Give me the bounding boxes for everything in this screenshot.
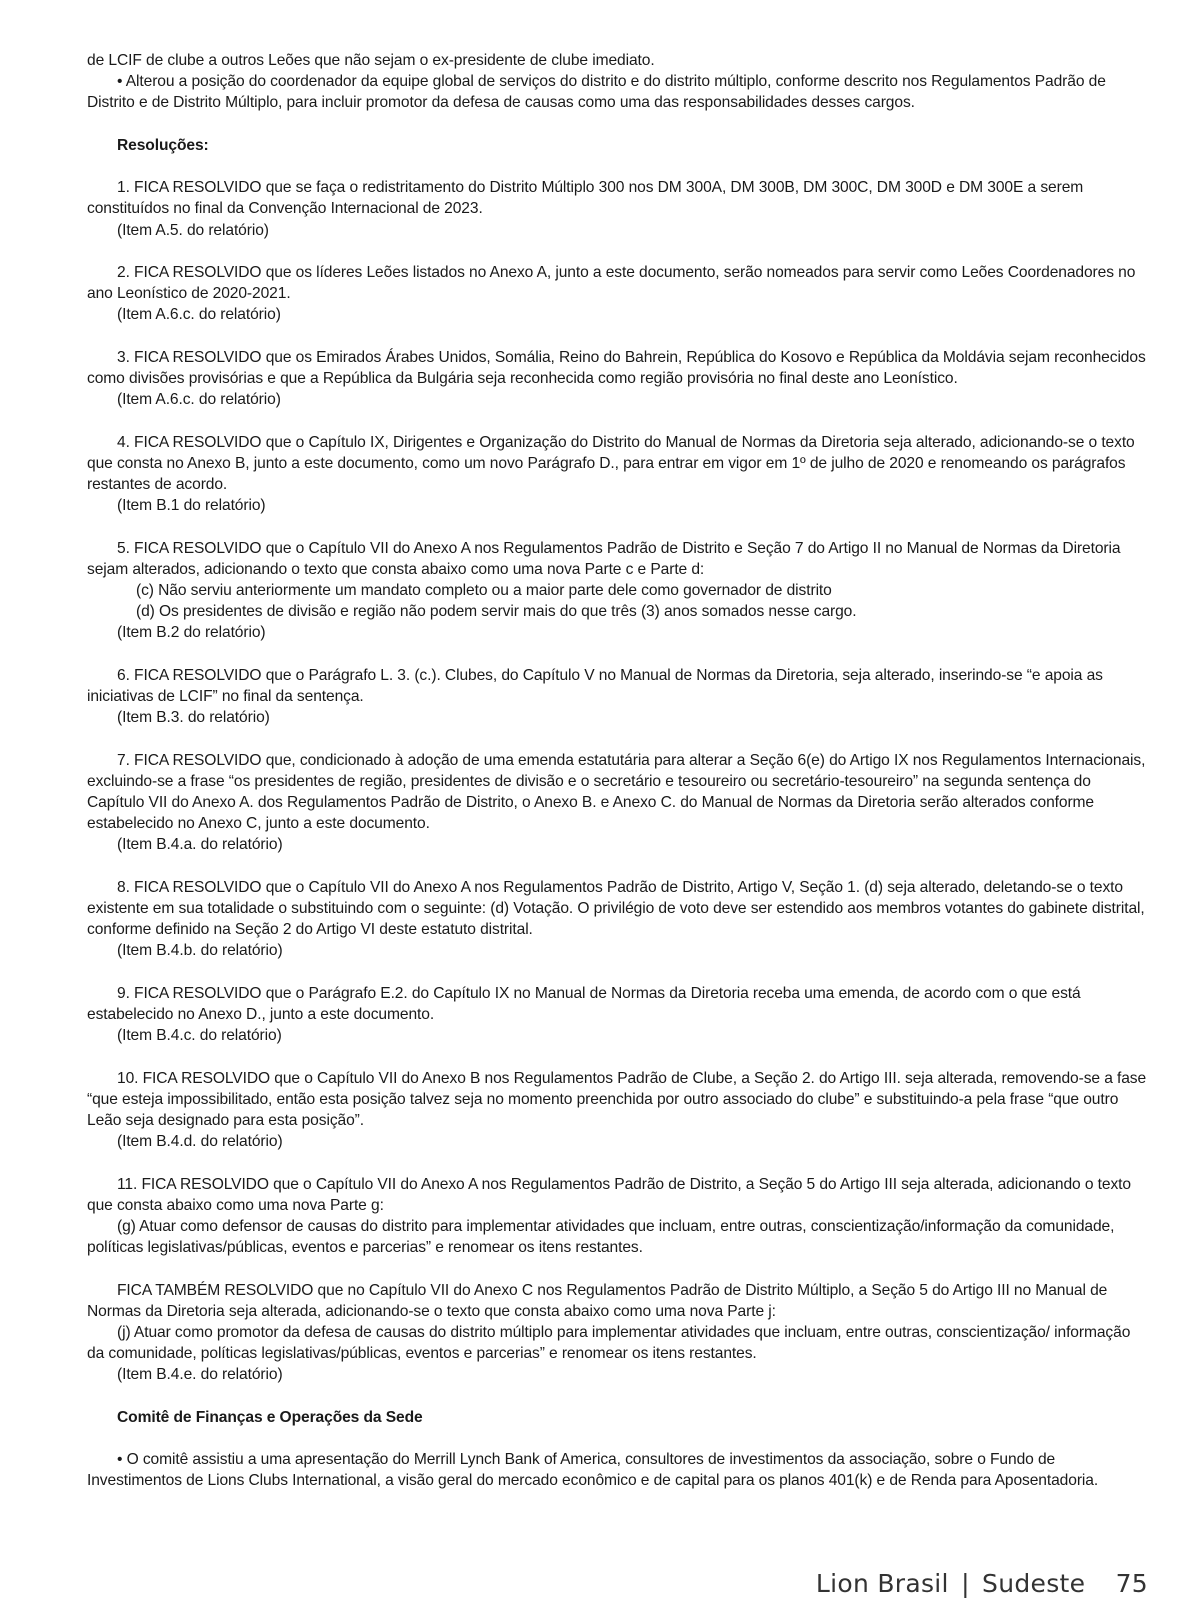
comite-bullet-paragraph: • O comitê assistiu a uma apresentação do Merrill Lynch Bank of America, consultores de investimentos da associação, sobre o Fundo de Investimentos de Lions Clubs International, a visão geral do mercado econômico e de capital para os planos 401(k) e de Renda para Aposentadoria. (87, 1451, 1099, 1490)
resolution-4-item: (Item B.1 do relatório) (117, 497, 266, 515)
section-heading-comite: Comitê de Finanças e Operações da Sede (117, 1408, 423, 1426)
resolution-2-item: (Item A.6.c. do relatório) (117, 306, 281, 324)
resolution-12-item: (Item B.4.e. do relatório) (117, 1366, 283, 1384)
bullet-paragraph: • Alterou a posição do coordenador da equipe global de serviços do distrito e do distrito múltiplo, conforme descrito nos Regulamentos Padrão de Distrito e de Distrito Múltiplo, para incluir promotor da defesa de causas como uma das responsabilidades desses cargos. (87, 73, 1106, 112)
resolution-6: 6. FICA RESOLVIDO que o Parágrafo L. 3. (c.). Clubes, do Capítulo V no Manual de Normas da Diretoria, seja alterado, inserindo-se “e apoia as iniciativas de LCIF” no final da sentença. (87, 666, 1103, 705)
footer-separator: | (961, 1569, 970, 1598)
main-text (87, 50, 1147, 1492)
resolution-11-part-g: (g) Atuar como defensor de causas do distrito para implementar atividades que incluam, entre outras, conscientização/informação da comunidade, políticas legislativas/públicas, eventos e parcerias” e renomear os itens restantes. (87, 1217, 1115, 1257)
resolution-1: 1. FICA RESOLVIDO que se faça o redistritamento do Distrito Múltiplo 300 nos DM 300A, DM 300B, DM 300C, DM 300D e DM 300E a serem constituídos no final da Convenção Internacional de 2023. (87, 179, 1084, 218)
resolution-4: 4. FICA RESOLVIDO que o Capítulo IX, Dirigentes e Organização do Distrito do Manual de Normas da Diretoria seja alterado, adicionando-se o texto que consta no Anexo B, junto a este documento, como um novo Parágrafo D., para entrar em vigor em 1º de julho de 2020 e renomeando os parágrafos restantes de acordo. (87, 433, 1135, 493)
section-heading-resolucoes: Resoluções: (117, 136, 209, 154)
resolution-7-item: (Item B.4.a. do relatório) (117, 836, 283, 854)
resolution-1-item: (Item A.5. do relatório) (117, 221, 269, 239)
paragraph-continuation: de LCIF de clube a outros Leões que não sejam o ex-presidente de clube imediato. (87, 52, 655, 69)
publication-name: Lion Brasil (815, 1569, 949, 1598)
resolution-10: 10. FICA RESOLVIDO que o Capítulo VII do Anexo B nos Regulamentos Padrão de Clube, a Seção 2. do Artigo III. seja alterada, removendo-se a fase “que esteja impossibilitado, então esta posição talvez seja no momento preenchida por outro associado do clube” e substituindo-a pela frase “que outro Leão seja designado para esta posição”. (87, 1069, 1147, 1129)
resolution-8-item: (Item B.4.b. do relatório) (117, 942, 283, 960)
page-footer (816, 1569, 1148, 1599)
resolution-11: 11. FICA RESOLVIDO que o Capítulo VII do Anexo A nos Regulamentos Padrão de Distrito, a Seção 5 do Artigo III seja alterada, adicionando o texto que consta abaixo como uma nova Parte g: (87, 1175, 1131, 1214)
resolution-2: 2. FICA RESOLVIDO que os líderes Leões listados no Anexo A, junto a este documento, serão nomeados para servir como Leões Coordenadores no ano Leonístico de 2020-2021. (87, 263, 1136, 303)
resolution-12: FICA TAMBÉM RESOLVIDO que no Capítulo VII do Anexo C nos Regulamentos Padrão de Distrito Múltiplo, a Seção 5 do Artigo III no Manual de Normas da Diretoria seja alterada, adicionando-se o texto que consta abaixo como uma nova Parte j: (87, 1281, 1108, 1320)
resolution-5: 5. FICA RESOLVIDO que o Capítulo VII do Anexo A nos Regulamentos Padrão de Distrito e Seção 7 do Artigo II no Manual de Normas da Diretoria sejam alterados, adicionando o texto que consta abaixo como uma nova Parte c e Parte d: (87, 539, 1121, 578)
resolution-8: 8. FICA RESOLVIDO que o Capítulo VII do Anexo A nos Regulamentos Padrão de Distrito, Artigo V, Seção 1. (d) seja alterado, deletando-se o texto existente em sua totalidade o substituindo com o seguinte: (d) Votação. O privilégio de voto deve ser estendido aos membros votantes do gabinete distrital, conforme definido na Seção 2 do Artigo VI deste estatuto distrital. (87, 878, 1145, 939)
resolution-5-part-d: (d) Os presidentes de divisão e região não podem servir mais do que três (3) anos somados nesse cargo. (136, 603, 857, 621)
resolution-9: 9. FICA RESOLVIDO que o Parágrafo E.2. do Capítulo IX no Manual de Normas da Diretoria receba uma emenda, de acordo com o que está estabelecido no Anexo D., junto a este documento. (87, 984, 1081, 1023)
resolution-5-item: (Item B.2 do relatório) (117, 624, 266, 642)
resolution-9-item: (Item B.4.c. do relatório) (117, 1027, 282, 1045)
page-number: 75 (1115, 1569, 1148, 1598)
region-name: Sudeste (982, 1569, 1086, 1598)
resolution-10-item: (Item B.4.d. do relatório) (117, 1133, 283, 1151)
resolution-5-part-c: (c) Não serviu anteriormente um mandato completo ou a maior parte dele como governador de distrito (136, 581, 832, 599)
resolution-3: 3. FICA RESOLVIDO que os Emirados Árabes Unidos, Somália, Reino do Bahrein, República do Kosovo e República da Moldávia sejam reconhecidos como divisões provisórias e que a República da Bulgária seja reconhecida como região provisória no final deste ano Leonístico. (87, 348, 1146, 387)
resolution-3-item: (Item A.6.c. do relatório) (117, 391, 281, 409)
resolution-6-item: (Item B.3. do relatório) (117, 709, 270, 727)
resolution-12-part-j: (j) Atuar como promotor da defesa de causas do distrito múltiplo para implementar atividades que incluam, entre outras, conscientização/ informação da comunidade, políticas legislativas/públicas, eventos e parcerias” e renomear os itens restantes. (87, 1323, 1131, 1363)
resolution-7: 7. FICA RESOLVIDO que, condicionado à adoção de uma emenda estatutária para alterar a Seção 6(e) do Artigo IX nos Regulamentos Internacionais, excluindo-se a frase “os presidentes de região, presidentes de divisão e o secretário e tesoureiro ou secretário-tesoureiro” na segunda sentença do Capítulo VII do Anexo A. dos Regulamentos Padrão de Distrito, o Anexo B. e Anexo C. do Manual de Normas da Diretoria serão alterados conforme estabelecido no Anexo C, junto a este documento. (87, 751, 1146, 833)
